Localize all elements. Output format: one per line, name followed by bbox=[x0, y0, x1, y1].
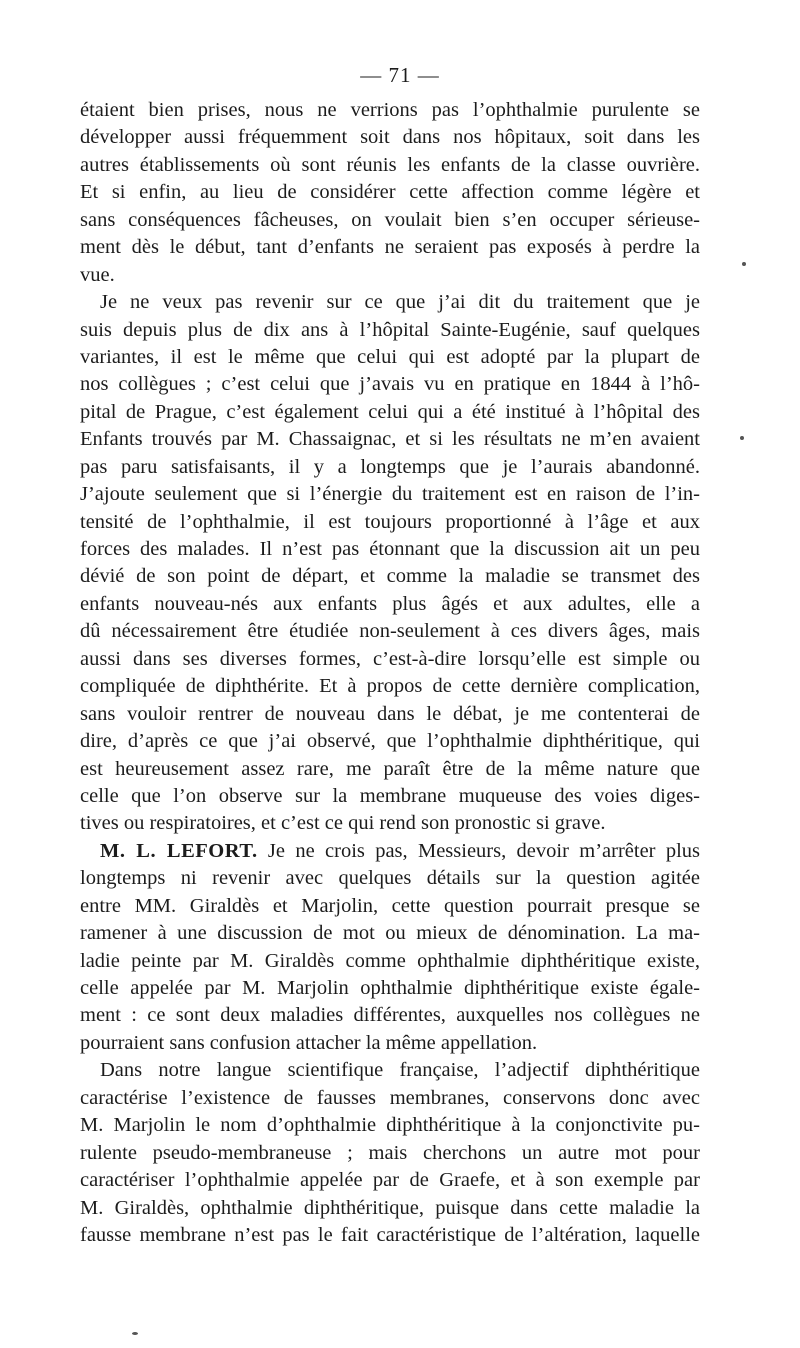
text-line: dû nécessairement être étudiée non-seulement à ces divers âges, mais bbox=[80, 620, 700, 643]
text-line: tensité de l’ophthalmie, il est toujours proportionné à l’âge et aux bbox=[80, 510, 700, 533]
text-line: longtemps ni revenir avec quelques détails sur la question agitée bbox=[80, 867, 700, 890]
text-line bbox=[80, 838, 700, 865]
text-line: Enfants trouvés par M. Chassaignac, et si les résultats ne m’en avaient bbox=[80, 428, 700, 451]
text-line: sans vouloir rentrer de nouveau dans le débat, je me contenterai de bbox=[80, 702, 700, 725]
margin-speck bbox=[132, 1332, 138, 1335]
text-line: sans conséquences fâcheuses, on voulait bien s’en occuper sérieuse- bbox=[80, 208, 700, 231]
text-line-rest: Je ne crois pas, Messieurs, devoir m’arrêter plus bbox=[257, 839, 700, 862]
page-number: — 71 — bbox=[360, 63, 440, 87]
text-line: est heureusement assez rare, me paraît être de la même nature que bbox=[80, 757, 700, 780]
text-line: ment : ce sont deux maladies différentes, auxquelles nos collègues ne bbox=[80, 1004, 700, 1027]
text-line: vue. bbox=[80, 263, 115, 286]
text-line: pital de Prague, c’est également celui qui a été institué à l’hôpital des bbox=[80, 400, 700, 423]
text-line: pourraient sans confusion attacher la même appellation. bbox=[80, 1031, 538, 1054]
text-line: compliquée de diphthérite. Et à propos de cette dernière complication, bbox=[80, 675, 700, 698]
text-line: nos collègues ; c’est celui que j’avais vu en pratique en 1844 à l’hô- bbox=[80, 373, 700, 396]
text-line: Dans notre langue scientifique française, l’adjectif diphthéritique bbox=[100, 1059, 700, 1082]
text-line: développer aussi fréquemment soit dans nos hôpitaux, soit dans les bbox=[80, 126, 700, 149]
body-text bbox=[80, 97, 700, 1249]
paragraph bbox=[80, 97, 700, 289]
text-line: Et si enfin, au lieu de considérer cette affection comme légère et bbox=[80, 181, 700, 204]
text-line: fausse membrane n’est pas le fait caractéristique de l’altération, laquelle bbox=[80, 1223, 700, 1246]
text-line: caractérise l’existence de fausses membranes, conservons donc avec bbox=[80, 1086, 700, 1109]
text-line: celle que l’on observe sur la membrane muqueuse des voies diges- bbox=[80, 784, 700, 807]
text-line: caractériser l’ophthalmie appelée par de Graefe, et à son exemple par bbox=[80, 1169, 700, 1192]
paragraph bbox=[80, 838, 700, 1058]
text-line: dévié de son point de départ, et comme la maladie se transmet des bbox=[80, 565, 700, 588]
text-line: J’ajoute seulement que si l’énergie du traitement est en raison de l’in- bbox=[80, 483, 700, 506]
text-line: étaient bien prises, nous ne verrions pas l’ophthalmie purulente se bbox=[80, 99, 700, 121]
text-line: suis depuis plus de dix ans à l’hôpital Sainte-Eugénie, sauf quelques bbox=[80, 318, 700, 341]
text-line: rulente pseudo-membraneuse ; mais cherchons un autre mot pour bbox=[80, 1141, 700, 1164]
text-line: pas paru satisfaisants, il y a longtemps que je l’aurais abandonné. bbox=[80, 455, 700, 478]
text-line: forces des malades. Il n’est pas étonnant que la discussion ait un peu bbox=[80, 538, 700, 560]
speaker-name: M. L. LEFORT. bbox=[100, 839, 258, 862]
text-line: ment dès le début, tant d’enfants ne seraient pas exposés à perdre la bbox=[80, 236, 700, 259]
text-line: ramener à une discussion de mot ou mieux de dénomination. La ma- bbox=[80, 922, 700, 945]
text-line: autres établissements où sont réunis les enfants de la classe ouvrière. bbox=[80, 153, 700, 176]
text-line: enfants nouveau-nés aux enfants plus âgés et aux adultes, elle a bbox=[80, 592, 700, 615]
text-line: aussi dans ses diverses formes, c’est-à-dire lorsqu’elle est simple ou bbox=[80, 647, 700, 670]
text-line: entre MM. Giraldès et Marjolin, cette question pourrait presque se bbox=[80, 894, 700, 917]
paragraph bbox=[80, 289, 700, 838]
text-line: tives ou respiratoires, et c’est ce qui rend son pronostic si grave. bbox=[80, 812, 606, 835]
text-line: dire, d’après ce que j’ai observé, que l’ophthalmie diphthéritique, qui bbox=[80, 730, 700, 753]
margin-speck bbox=[742, 262, 746, 266]
text-line: ladie peinte par M. Giraldès comme ophthalmie diphthéritique existe, bbox=[80, 949, 700, 972]
margin-speck bbox=[740, 436, 744, 440]
text-line: variantes, il est le même que celui qui est adopté par la plupart de bbox=[80, 345, 700, 368]
text-line: Je ne veux pas revenir sur ce que j’ai dit du traitement que je bbox=[100, 291, 700, 314]
text-line: celle appelée par M. Marjolin ophthalmie diphthéritique existe égale- bbox=[80, 977, 700, 999]
text-line: M. Giraldès, ophthalmie diphthéritique, puisque dans cette maladie la bbox=[80, 1196, 700, 1219]
text-line: M. Marjolin le nom d’ophthalmie diphthéritique à la conjonctivite pu- bbox=[80, 1114, 700, 1137]
paragraph bbox=[80, 1057, 700, 1249]
